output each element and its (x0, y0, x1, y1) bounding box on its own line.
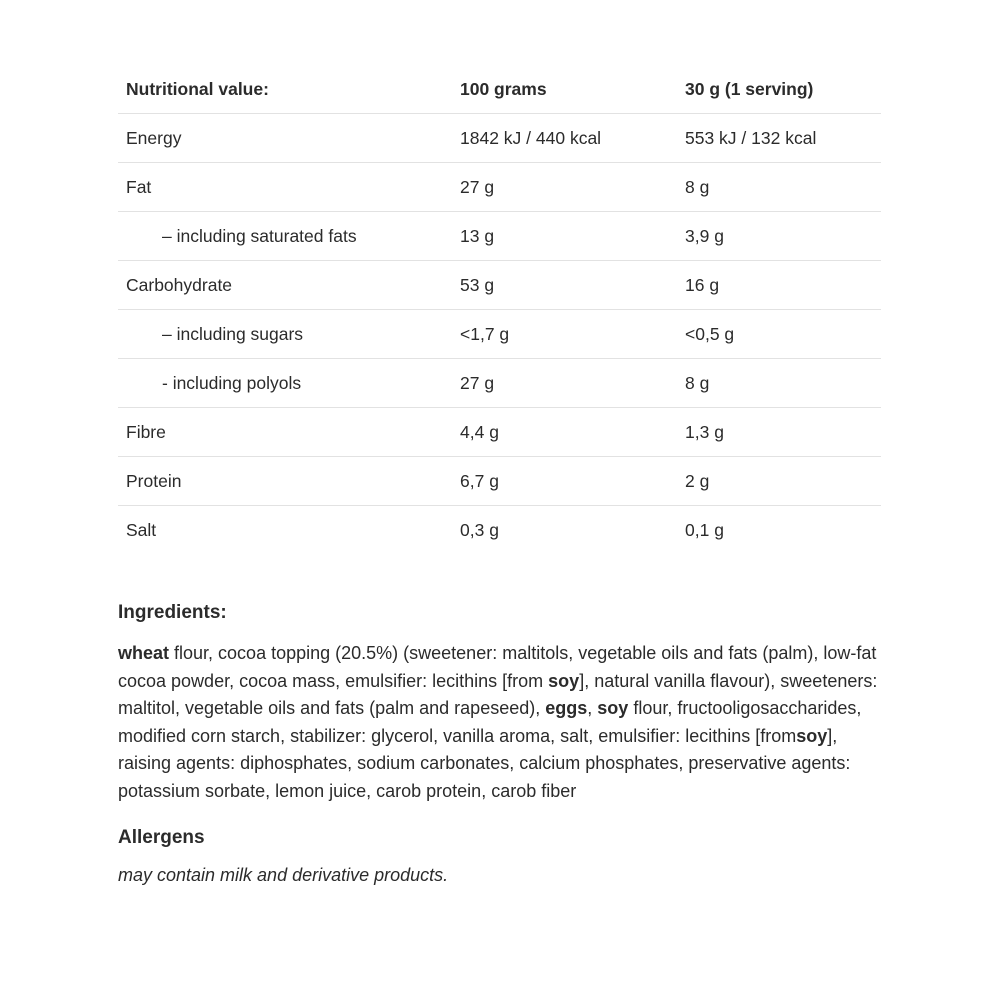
table-row-fibre (118, 408, 881, 457)
table-header-nutritional-value: Nutritional value: (126, 79, 269, 99)
nutrient-label: Protein (126, 470, 182, 491)
value-per-100g: 1842 kJ / 440 kcal (460, 127, 602, 148)
nutrient-label: – including saturated fats (162, 225, 357, 246)
value-per-serving: 553 kJ / 132 kcal (685, 127, 817, 148)
ingredients-paragraph (118, 640, 881, 805)
nutrient-label: Energy (126, 127, 182, 148)
nutrient-label: – including sugars (162, 323, 304, 344)
table-row-sugars (118, 310, 881, 359)
ingredient-segment-eggs: eggs (545, 698, 588, 718)
nutrient-label: - including polyols (162, 372, 302, 393)
value-per-serving: 1,3 g (685, 421, 724, 442)
nutrient-label: Fat (126, 176, 152, 197)
value-per-100g: 0,3 g (460, 520, 499, 540)
value-per-serving: 0,1 g (685, 520, 724, 540)
value-per-100g: 27 g (460, 176, 495, 197)
value-per-serving: 16 g (685, 274, 720, 295)
ingredient-segment: , (587, 698, 598, 718)
ingredient-segment: ], raising agents: diphosphates, sodium carbonates, calcium phosphates, preservative agents: potassium sorbate, lemon juice, carob protein, carob fiber (118, 725, 851, 801)
table-row-protein (118, 457, 881, 506)
value-per-100g: 27 g (460, 372, 495, 393)
ingredient-segment: ], natural vanilla flavour), sweeteners: maltitol, vegetable oils and fats (palm and rapeseed), (118, 670, 878, 718)
ingredient-segment-soy: soy (597, 698, 629, 718)
value-per-serving: 2 g (685, 470, 710, 491)
allergens-heading: Allergens (118, 827, 205, 848)
value-per-100g: 6,7 g (460, 470, 499, 491)
table-row-salt (118, 506, 881, 555)
table-row-fat (118, 163, 881, 212)
table-header-row (118, 75, 881, 114)
table-row-energy (118, 114, 881, 163)
table-row-polyols (118, 359, 881, 408)
value-per-serving: 8 g (685, 176, 710, 197)
table-header-serving: 30 g (1 serving) (685, 79, 814, 99)
value-per-100g: 53 g (460, 274, 495, 295)
table-header-100-grams: 100 grams (460, 79, 547, 99)
nutrition-panel (118, 75, 881, 886)
ingredient-segment: flour, cocoa topping (20.5%) (sweetener: maltitols, vegetable oils and fats (palm), low-fat cocoa powder, cocoa mass, emulsifier: lecithins [from (118, 643, 877, 691)
value-per-serving: <0,5 g (685, 323, 735, 344)
value-per-serving: 8 g (685, 372, 710, 393)
nutrient-label: Salt (126, 520, 157, 540)
value-per-100g: <1,7 g (460, 323, 510, 344)
nutrient-label: Carbohydrate (126, 274, 233, 295)
value-per-serving: 3,9 g (685, 225, 724, 246)
value-per-100g: 13 g (460, 225, 495, 246)
ingredients-heading: Ingredients: (118, 602, 227, 623)
value-per-100g: 4,4 g (460, 421, 499, 442)
allergens-note: may contain milk and derivative products. (118, 865, 449, 885)
table-row-carbohydrate (118, 261, 881, 310)
nutrient-label: Fibre (126, 421, 166, 442)
ingredient-segment-soy: soy (548, 670, 580, 691)
table-row-saturated-fats (118, 212, 881, 261)
ingredient-segment-soy: soy (796, 725, 828, 746)
nutrition-table (118, 75, 881, 555)
ingredient-segment-wheat: wheat (118, 643, 170, 663)
ingredient-segment: flour, fructooligosaccharides, modified corn starch, stabilizer: glycerol, vanilla aroma, salt, emulsifier: lecithins [from (118, 698, 862, 746)
